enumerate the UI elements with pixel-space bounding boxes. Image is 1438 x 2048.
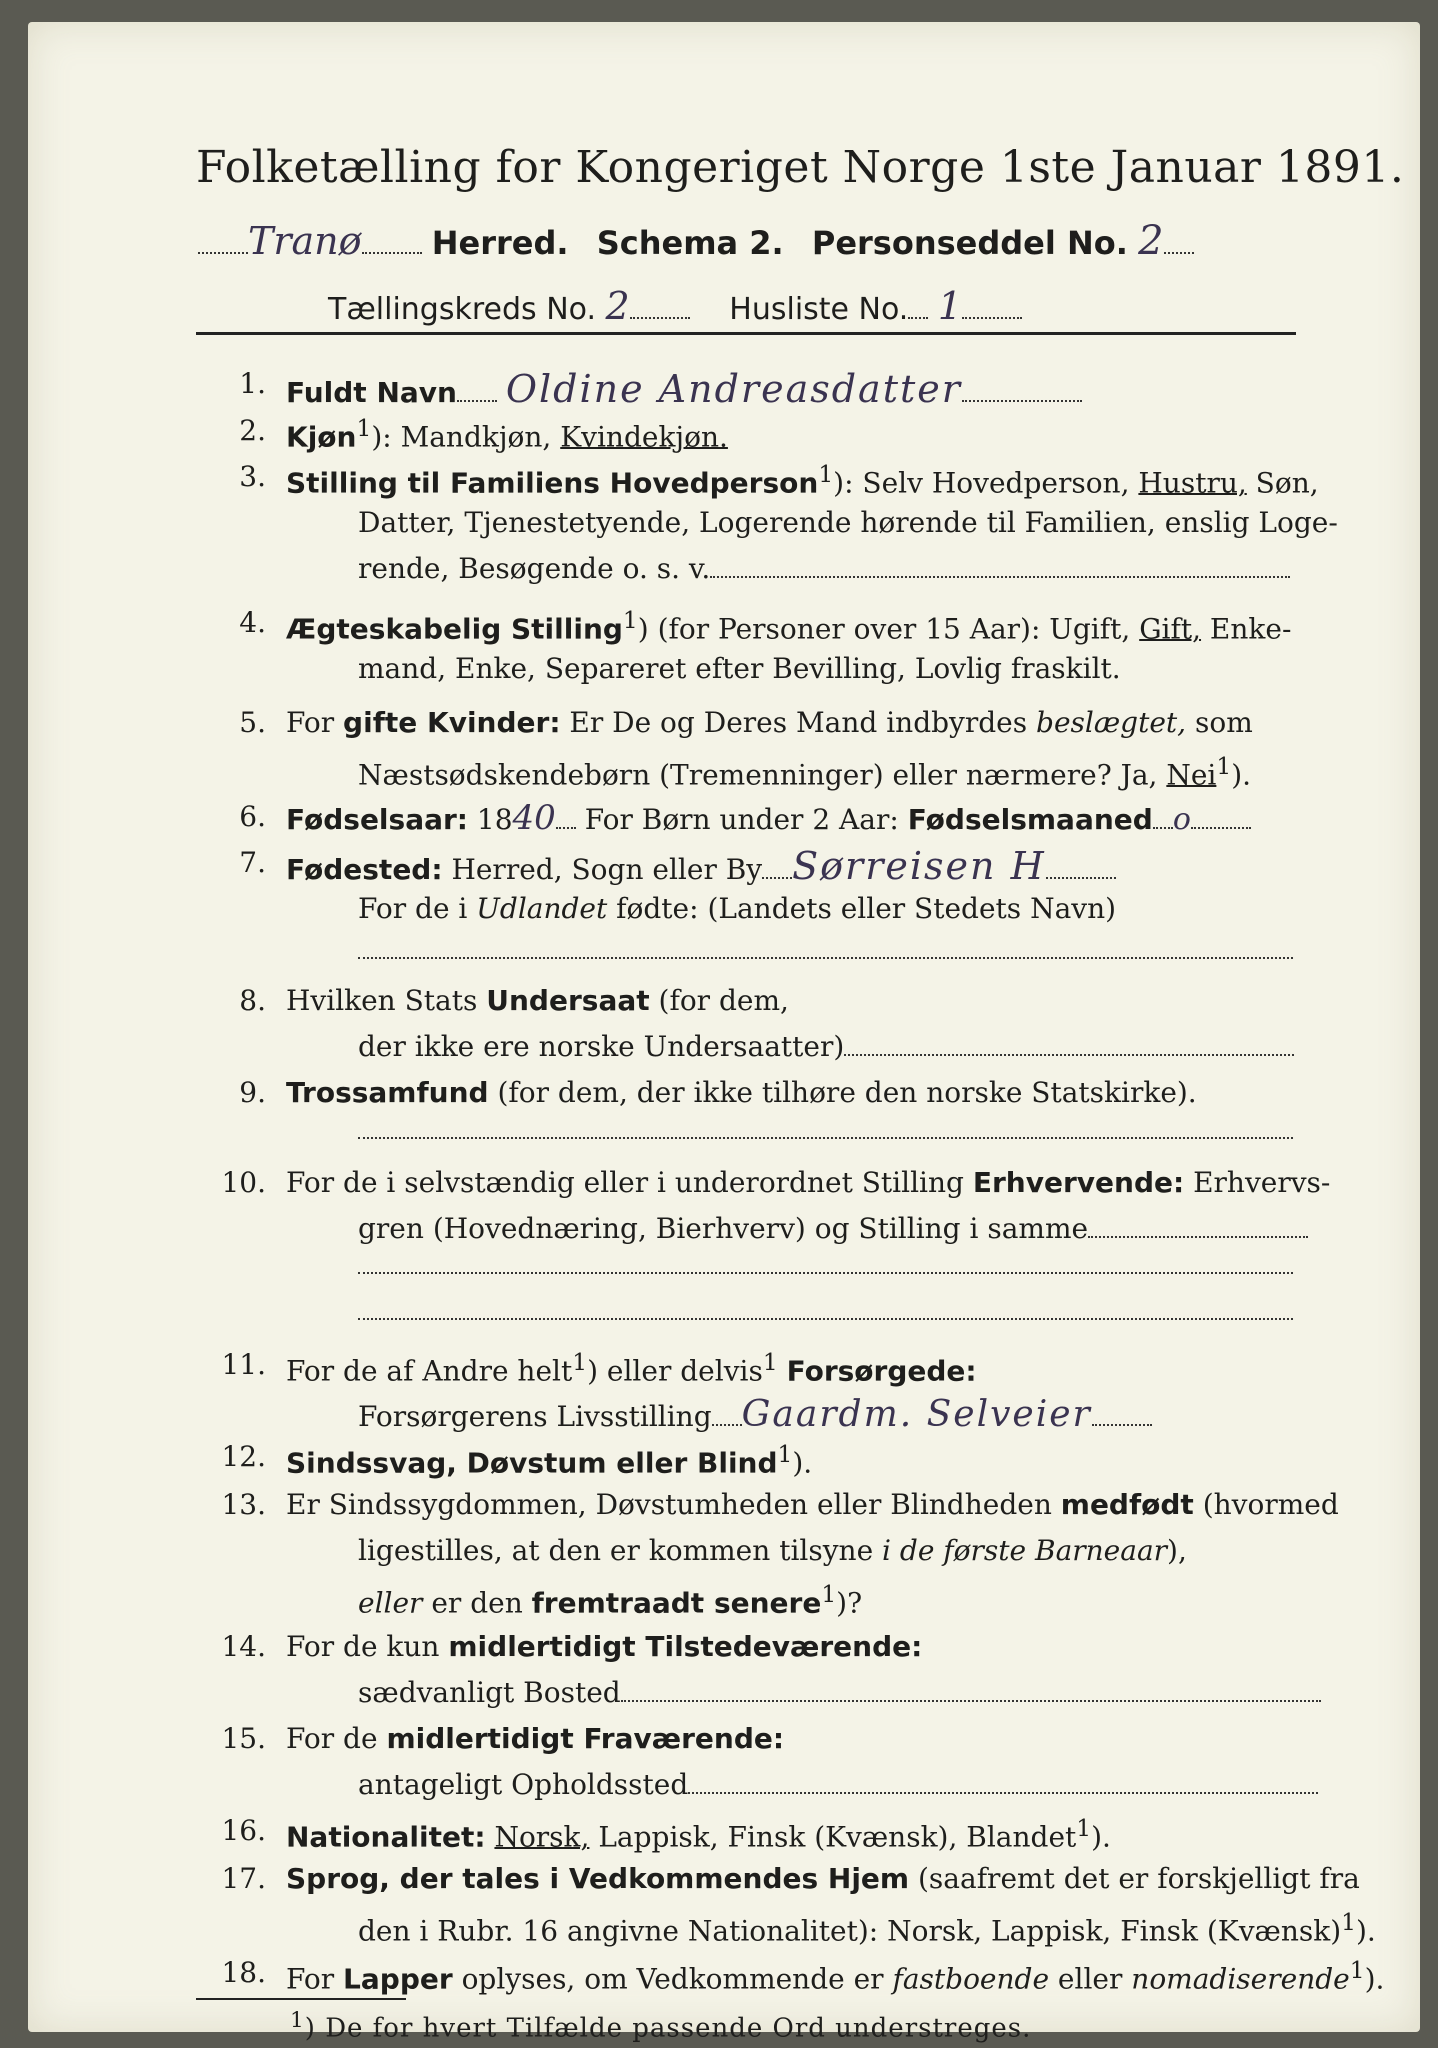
item-18-mid: eller	[1049, 1962, 1132, 1996]
item-10-blank-line-2	[358, 1318, 1293, 1320]
item-16-text: Lappisk, Finsk (Kvænsk), Blandet	[589, 1820, 1077, 1854]
norsk-underlined: Norsk,	[494, 1820, 590, 1854]
footnote-mark: 1	[1076, 1814, 1092, 1842]
herred-value: Tranø	[248, 219, 362, 263]
item-10-text-b: Erhvervs-	[1184, 1166, 1331, 1199]
item-5-text-b: som	[1186, 706, 1253, 739]
item-4-number: 4.	[239, 606, 266, 639]
footnote-rule	[196, 1998, 406, 2000]
item-2-row	[286, 414, 728, 453]
footnote-mark: 1	[1341, 1908, 1356, 1936]
item-17-row1	[286, 1862, 1360, 1895]
item-7-text-c: fødte: (Landets eller Stedets Navn)	[607, 892, 1117, 925]
item-4-row1	[286, 606, 1291, 645]
item-11-text-b: ) eller delvis	[587, 1354, 763, 1388]
item-13-label: medfødt	[1060, 1488, 1194, 1521]
item-7-text-b: For de i	[358, 892, 477, 925]
item-17-end: ).	[1356, 1914, 1376, 1948]
item-13-number: 13.	[221, 1488, 266, 1521]
item-13-italic-2: eller	[358, 1586, 423, 1620]
header-kreds-row	[328, 284, 1022, 328]
item-15-label: midlertidigt Fraværende:	[386, 1722, 785, 1755]
item-7-text: Herred, Sogn eller By	[442, 853, 763, 886]
item-18-end: ).	[1364, 1962, 1385, 1996]
form-title: Folketælling for Kongeriget Norge 1ste Januar 1891.	[196, 142, 1405, 193]
item-5-label: gifte Kvinder:	[343, 706, 561, 739]
item-16-label: Nationalitet:	[286, 1820, 486, 1854]
item-2-label: Kjøn	[286, 420, 357, 454]
item-13-text-c: ligestilles, at den er kommen tilsyne	[358, 1534, 883, 1567]
footnote-sup: 1	[290, 2008, 305, 2033]
item-5-pre: For	[286, 706, 344, 739]
nei-underlined: Nei	[1166, 758, 1217, 792]
item-14-number: 14.	[221, 1630, 266, 1663]
birth-month-value: o	[1172, 802, 1191, 837]
husliste-label: Husliste No.	[729, 292, 909, 327]
item-3-row1	[286, 460, 1319, 499]
taellingskreds-value: 2	[605, 284, 630, 328]
gift-underlined: Gift,	[1139, 612, 1202, 646]
item-3-text-c: rende, Besøgende o. s. v.	[358, 552, 711, 585]
footnote-mark: 1	[356, 414, 372, 442]
item-6-number: 6.	[239, 800, 266, 833]
item-8-number: 8.	[239, 984, 266, 1017]
item-1-number: 1.	[239, 367, 266, 400]
item-8-row1	[286, 984, 789, 1017]
item-10-text-c: gren (Hovednæring, Bierhverv) og Stilling i samme	[358, 1212, 1089, 1245]
footnote-text: ) De for hvert Tilfælde passende Ord understreges.	[304, 2013, 1032, 2044]
item-9-blank-line	[358, 1137, 1293, 1139]
item-10-text-a: For de i selvstændig eller i underordnet Stilling	[286, 1166, 973, 1199]
item-4-text-b: Enke-	[1201, 612, 1292, 646]
item-16-row	[286, 1814, 1111, 1853]
item-9-number: 9.	[239, 1076, 266, 1109]
item-3-text-b: Søn,	[1246, 466, 1319, 500]
item-18-italic-2: nomadiserende	[1131, 1962, 1350, 1996]
item-3-text-a: ): Selv Hovedperson,	[833, 466, 1139, 500]
item-7-blank-line	[358, 957, 1293, 959]
item-6-text: For Børn under 2 Aar:	[575, 803, 908, 836]
footnote-mark: 1	[1216, 752, 1232, 780]
kvindekjon-underlined: Kvindekjøn.	[560, 420, 728, 454]
item-10-row1	[286, 1166, 1330, 1199]
item-2-text: ): Mandkjøn,	[371, 420, 561, 454]
item-14-row1	[286, 1630, 922, 1663]
birthplace-value: Sørreisen H	[792, 844, 1046, 888]
item-18-pre: For	[286, 1962, 344, 1996]
item-10-number: 10.	[221, 1166, 266, 1199]
census-form-sheet	[28, 22, 1420, 2032]
item-5-italic: beslægtet,	[1036, 706, 1187, 739]
item-5-text-c: Næstsødskendebørn (Tremenninger) eller nærmere? Ja,	[358, 758, 1167, 792]
footnote-mark: 1	[1349, 1956, 1365, 1984]
footnote	[290, 2008, 1031, 2044]
item-3-row3	[358, 552, 1290, 585]
personseddel-label: Personseddel No.	[811, 224, 1128, 262]
item-9-text: (for dem, der ikke tilhøre den norske Statskirke).	[488, 1076, 1197, 1109]
item-7-row1	[286, 844, 1116, 888]
item-15-pre: For de	[286, 1722, 387, 1755]
item-13-row2	[358, 1534, 1187, 1567]
item-12-label: Sindssvag, Døvstum eller Blind	[286, 1446, 778, 1480]
item-14-text: sædvanligt Bosted	[358, 1676, 621, 1709]
item-13-text-a: Er Sindssygdommen, Døvstumheden eller Blindheden	[286, 1488, 1061, 1521]
item-5-number: 5.	[239, 706, 266, 739]
item-4-text-a: ) (for Personer over 15 Aar): Ugift,	[637, 612, 1140, 646]
provider-occupation-value: Gaardm. Selveier	[741, 1394, 1092, 1435]
item-11-text-a: For de af Andre helt	[286, 1354, 573, 1388]
item-2-number: 2.	[239, 414, 266, 447]
birth-year-prefix: 18	[468, 803, 513, 836]
personseddel-value: 2	[1138, 218, 1164, 264]
item-12-end: ).	[792, 1446, 813, 1480]
footnote-mark: 1	[622, 606, 638, 634]
item-13-text-e: er den	[422, 1586, 532, 1620]
item-7-row2	[358, 892, 1116, 925]
item-18-italic-1: fastboende	[892, 1962, 1050, 1996]
item-12-row	[286, 1440, 812, 1479]
item-10-row2	[358, 1212, 1308, 1245]
item-15-number: 15.	[221, 1722, 266, 1755]
item-15-row2	[358, 1768, 1318, 1801]
footnote-mark: 1	[818, 460, 834, 488]
item-13-text-b: (hvormed	[1193, 1488, 1339, 1521]
item-8-text-b: der ikke ere norske Undersaatter)	[358, 1030, 845, 1063]
item-18-text: oplyses, om Vedkommende er	[452, 1962, 893, 1996]
item-15-text: antageligt Opholdssted	[358, 1768, 689, 1801]
item-11-number: 11.	[221, 1348, 266, 1381]
item-10-blank-line-1	[358, 1272, 1293, 1274]
item-17-label: Sprog, der tales i Vedkommendes Hjem	[286, 1862, 910, 1895]
item-7-label: Fødested:	[286, 853, 443, 886]
item-3-row2: Datter, Tjenestetyende, Logerende hørende til Familien, enslig Loge-	[358, 506, 1338, 539]
item-6-label: Fødselsaar:	[286, 803, 468, 836]
item-11-row2	[358, 1394, 1152, 1435]
item-5-text-a: Er De og Deres Mand indbyrdes	[560, 706, 1037, 739]
item-3-number: 3.	[239, 460, 266, 493]
item-17-row2	[358, 1908, 1376, 1947]
item-5-row2	[358, 752, 1251, 791]
item-12-number: 12.	[221, 1440, 266, 1473]
item-1-row	[286, 367, 1082, 411]
item-15-row1	[286, 1722, 784, 1755]
item-5-row1	[286, 706, 1253, 739]
item-18-row	[286, 1956, 1384, 1995]
item-11-row1	[286, 1348, 977, 1387]
item-5-text-d: ).	[1231, 758, 1252, 792]
item-13-row1	[286, 1488, 1339, 1521]
item-16-end: ).	[1091, 1820, 1111, 1854]
taellingskreds-label: Tællingskreds No.	[328, 292, 596, 327]
item-13-text-f: )?	[836, 1586, 863, 1620]
item-13-italic: i de første Barneaar	[882, 1534, 1168, 1567]
footnote-mark: 1	[762, 1348, 778, 1376]
item-4-label: Ægteskabelig Stilling	[286, 612, 623, 646]
item-14-row2	[358, 1676, 1321, 1709]
header-herred-row	[198, 218, 1194, 264]
item-8-text-a: (for dem,	[649, 984, 789, 1017]
birth-year-value: 40	[512, 798, 556, 838]
item-17-text-a: (saafremt det er forskjelligt fra	[909, 1862, 1360, 1895]
item-13-row3	[358, 1580, 862, 1619]
item-11-label: Forsørgede:	[786, 1354, 977, 1388]
husliste-value: 1	[937, 284, 963, 328]
schema-label: Schema 2.	[596, 224, 784, 262]
header-rule	[196, 332, 1296, 335]
item-14-label: midlertidigt Tilstedeværende:	[448, 1630, 923, 1663]
item-7-italic: Udlandet	[476, 892, 608, 925]
item-4-row2: mand, Enke, Separeret efter Bevilling, Lovlig fraskilt.	[358, 652, 1121, 685]
item-18-number: 18.	[221, 1956, 266, 1989]
item-11-text-c: Forsørgerens Livsstilling	[358, 1400, 712, 1433]
hustru-underlined: Hustru,	[1138, 466, 1247, 500]
item-9-row	[286, 1076, 1197, 1109]
item-16-number: 16.	[221, 1814, 266, 1847]
item-6-row	[286, 798, 1251, 838]
item-17-text-b: den i Rubr. 16 angivne Nationalitet): Norsk, Lappisk, Finsk (Kvænsk)	[358, 1914, 1342, 1948]
item-17-number: 17.	[221, 1862, 266, 1895]
item-13-text-d: ),	[1167, 1534, 1187, 1567]
item-14-pre: For de kun	[286, 1630, 449, 1663]
item-10-label: Erhvervende:	[972, 1166, 1185, 1199]
item-9-label: Trossamfund	[286, 1076, 489, 1109]
item-8-pre: Hvilken Stats	[286, 984, 487, 1017]
footnote-mark: 1	[572, 1348, 588, 1376]
item-6-label-2: Fødselsmaaned	[907, 803, 1153, 836]
item-13-label-2: fremtraadt senere	[531, 1586, 822, 1620]
item-3-label: Stilling til Familiens Hovedperson	[286, 466, 819, 500]
item-8-row2	[358, 1030, 1294, 1063]
footnote-mark: 1	[821, 1580, 837, 1608]
full-name-value: Oldine Andreasdatter	[505, 367, 962, 411]
item-1-label: Fuldt Navn	[286, 376, 457, 409]
item-8-label: Undersaat	[486, 984, 650, 1017]
footnote-mark: 1	[777, 1440, 793, 1468]
herred-label: Herred.	[431, 224, 569, 262]
item-7-number: 7.	[239, 846, 266, 879]
item-18-label: Lapper	[343, 1962, 453, 1996]
